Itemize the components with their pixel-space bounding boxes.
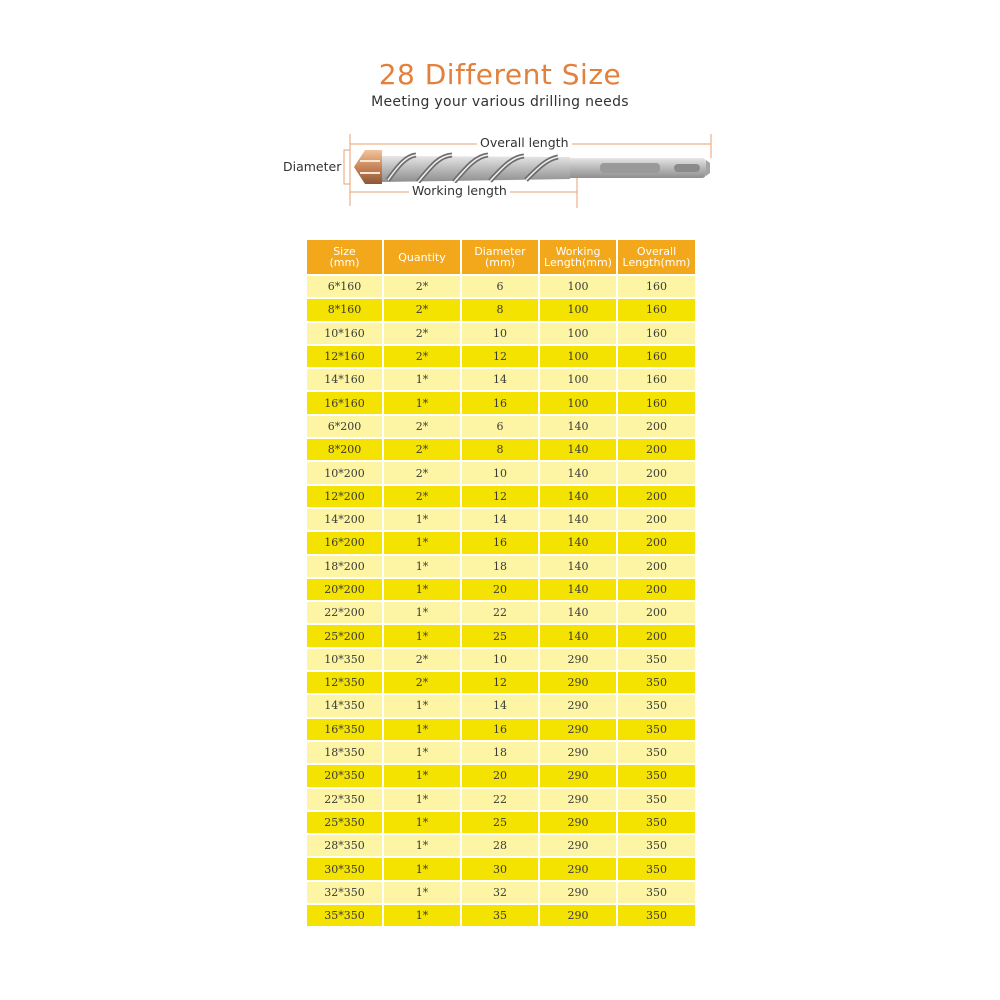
cell-working-length: 290 — [540, 789, 616, 810]
cell-working-length: 100 — [540, 346, 616, 367]
column-header-size — [307, 240, 382, 274]
table-row — [307, 369, 695, 390]
cell-quantity: 1* — [384, 765, 460, 786]
table-row — [307, 416, 695, 437]
cell-size: 22*350 — [307, 789, 382, 810]
cell-quantity: 1* — [384, 835, 460, 856]
cell-working-length: 140 — [540, 509, 616, 530]
cell-diameter: 12 — [462, 346, 538, 367]
cell-working-length: 100 — [540, 392, 616, 413]
cell-diameter: 18 — [462, 742, 538, 763]
cell-diameter: 10 — [462, 462, 538, 483]
cell-working-length: 290 — [540, 835, 616, 856]
cell-quantity: 2* — [384, 649, 460, 670]
table-row — [307, 579, 695, 600]
cell-quantity: 2* — [384, 276, 460, 297]
cell-working-length: 290 — [540, 719, 616, 740]
cell-diameter: 6 — [462, 416, 538, 437]
cell-working-length: 140 — [540, 486, 616, 507]
cell-quantity: 1* — [384, 392, 460, 413]
cell-working-length: 290 — [540, 858, 616, 879]
drill-bit-diagram — [270, 128, 730, 214]
cell-working-length: 140 — [540, 416, 616, 437]
cell-diameter: 32 — [462, 882, 538, 903]
cell-working-length: 290 — [540, 695, 616, 716]
table-row — [307, 439, 695, 460]
cell-working-length: 140 — [540, 602, 616, 623]
cell-overall-length: 160 — [618, 276, 695, 297]
column-header-text: Overall — [636, 245, 677, 258]
cell-quantity: 2* — [384, 346, 460, 367]
cell-quantity: 2* — [384, 672, 460, 693]
cell-quantity: 1* — [384, 905, 460, 926]
cell-diameter: 16 — [462, 392, 538, 413]
cell-quantity: 1* — [384, 532, 460, 553]
cell-size: 8*160 — [307, 299, 382, 320]
cell-working-length: 290 — [540, 812, 616, 833]
cell-diameter: 6 — [462, 276, 538, 297]
column-header-overall-length — [618, 240, 695, 274]
cell-quantity: 1* — [384, 369, 460, 390]
cell-overall-length: 350 — [618, 765, 695, 786]
cell-overall-length: 350 — [618, 742, 695, 763]
cell-working-length: 140 — [540, 579, 616, 600]
cell-quantity: 1* — [384, 882, 460, 903]
size-table — [305, 238, 697, 928]
cell-size: 25*200 — [307, 625, 382, 646]
cell-quantity: 1* — [384, 858, 460, 879]
cell-quantity: 2* — [384, 439, 460, 460]
table-row — [307, 905, 695, 926]
cell-working-length: 140 — [540, 532, 616, 553]
cell-diameter: 28 — [462, 835, 538, 856]
cell-overall-length: 350 — [618, 812, 695, 833]
cell-size: 20*350 — [307, 765, 382, 786]
table-row — [307, 556, 695, 577]
cell-overall-length: 200 — [618, 579, 695, 600]
cell-overall-length: 200 — [618, 509, 695, 530]
cell-diameter: 25 — [462, 625, 538, 646]
cell-size: 18*350 — [307, 742, 382, 763]
table-row — [307, 346, 695, 367]
cell-size: 14*160 — [307, 369, 382, 390]
cell-size: 10*200 — [307, 462, 382, 483]
cell-overall-length: 350 — [618, 858, 695, 879]
table-row — [307, 392, 695, 413]
cell-working-length: 290 — [540, 882, 616, 903]
cell-overall-length: 200 — [618, 625, 695, 646]
cell-quantity: 1* — [384, 579, 460, 600]
cell-quantity: 2* — [384, 299, 460, 320]
table-row — [307, 812, 695, 833]
cell-overall-length: 350 — [618, 719, 695, 740]
column-header-text: Diameter — [474, 245, 526, 258]
cell-quantity: 2* — [384, 323, 460, 344]
working-length-label: Working length — [409, 183, 510, 198]
cell-size: 22*200 — [307, 602, 382, 623]
cell-quantity: 1* — [384, 812, 460, 833]
cell-size: 14*350 — [307, 695, 382, 716]
cell-diameter: 20 — [462, 765, 538, 786]
table-body — [307, 276, 695, 926]
cell-size: 12*160 — [307, 346, 382, 367]
cell-size: 25*350 — [307, 812, 382, 833]
cell-quantity: 2* — [384, 486, 460, 507]
cell-working-length: 140 — [540, 556, 616, 577]
cell-diameter: 16 — [462, 719, 538, 740]
cell-quantity: 1* — [384, 509, 460, 530]
cell-size: 10*350 — [307, 649, 382, 670]
cell-diameter: 10 — [462, 649, 538, 670]
cell-diameter: 25 — [462, 812, 538, 833]
cell-quantity: 2* — [384, 462, 460, 483]
cell-working-length: 290 — [540, 672, 616, 693]
overall-length-label: Overall length — [477, 135, 572, 150]
table-row — [307, 509, 695, 530]
column-header-unit: Length(mm) — [544, 256, 612, 269]
cell-diameter: 18 — [462, 556, 538, 577]
table-row — [307, 532, 695, 553]
table-row — [307, 486, 695, 507]
cell-size: 12*200 — [307, 486, 382, 507]
cell-size: 12*350 — [307, 672, 382, 693]
cell-working-length: 140 — [540, 462, 616, 483]
cell-overall-length: 200 — [618, 462, 695, 483]
cell-overall-length: 200 — [618, 416, 695, 437]
cell-diameter: 14 — [462, 369, 538, 390]
cell-size: 8*200 — [307, 439, 382, 460]
cell-diameter: 8 — [462, 299, 538, 320]
diameter-label: Diameter — [283, 159, 342, 174]
cell-working-length: 100 — [540, 276, 616, 297]
column-header-unit: Length(mm) — [622, 256, 691, 269]
table-row — [307, 882, 695, 903]
cell-overall-length: 160 — [618, 323, 695, 344]
cell-overall-length: 200 — [618, 556, 695, 577]
table-row — [307, 742, 695, 763]
cell-overall-length: 350 — [618, 789, 695, 810]
cell-diameter: 20 — [462, 579, 538, 600]
cell-size: 16*200 — [307, 532, 382, 553]
column-header-text: Size — [333, 245, 356, 258]
cell-working-length: 140 — [540, 625, 616, 646]
table-row — [307, 695, 695, 716]
cell-diameter: 35 — [462, 905, 538, 926]
table-header-row — [307, 240, 695, 274]
cell-overall-length: 350 — [618, 672, 695, 693]
cell-diameter: 8 — [462, 439, 538, 460]
cell-working-length: 290 — [540, 905, 616, 926]
cell-diameter: 12 — [462, 486, 538, 507]
column-header-unit: (mm) — [329, 256, 360, 269]
cell-quantity: 1* — [384, 625, 460, 646]
cell-overall-length: 160 — [618, 299, 695, 320]
cell-diameter: 16 — [462, 532, 538, 553]
column-header-quantity — [384, 240, 460, 274]
cell-working-length: 140 — [540, 439, 616, 460]
cell-quantity: 1* — [384, 695, 460, 716]
table-row — [307, 625, 695, 646]
cell-overall-length: 160 — [618, 369, 695, 390]
cell-size: 16*160 — [307, 392, 382, 413]
table-row — [307, 602, 695, 623]
cell-overall-length: 200 — [618, 439, 695, 460]
cell-size: 6*200 — [307, 416, 382, 437]
cell-overall-length: 160 — [618, 392, 695, 413]
cell-overall-length: 350 — [618, 835, 695, 856]
table-row — [307, 765, 695, 786]
table-row — [307, 835, 695, 856]
column-header-diameter — [462, 240, 538, 274]
cell-size: 6*160 — [307, 276, 382, 297]
cell-overall-length: 350 — [618, 905, 695, 926]
cell-size: 10*160 — [307, 323, 382, 344]
table-row — [307, 323, 695, 344]
cell-overall-length: 200 — [618, 602, 695, 623]
cell-size: 14*200 — [307, 509, 382, 530]
cell-quantity: 1* — [384, 602, 460, 623]
cell-size: 35*350 — [307, 905, 382, 926]
cell-overall-length: 350 — [618, 882, 695, 903]
cell-size: 20*200 — [307, 579, 382, 600]
cell-size: 28*350 — [307, 835, 382, 856]
table-row — [307, 276, 695, 297]
cell-quantity: 1* — [384, 742, 460, 763]
column-header-text: Quantity — [398, 250, 446, 264]
column-header-text: Working — [555, 245, 601, 258]
cell-diameter: 22 — [462, 602, 538, 623]
cell-diameter: 30 — [462, 858, 538, 879]
cell-overall-length: 350 — [618, 695, 695, 716]
cell-diameter: 14 — [462, 509, 538, 530]
table-row — [307, 719, 695, 740]
table-row — [307, 462, 695, 483]
cell-quantity: 1* — [384, 719, 460, 740]
cell-overall-length: 160 — [618, 346, 695, 367]
cell-diameter: 22 — [462, 789, 538, 810]
cell-diameter: 14 — [462, 695, 538, 716]
cell-working-length: 290 — [540, 742, 616, 763]
table-row — [307, 858, 695, 879]
table-row — [307, 672, 695, 693]
page-subtitle: Meeting your various drilling needs — [371, 94, 629, 110]
cell-diameter: 10 — [462, 323, 538, 344]
cell-working-length: 100 — [540, 299, 616, 320]
table-row — [307, 649, 695, 670]
column-header-unit: (mm) — [484, 256, 515, 269]
cell-working-length: 100 — [540, 369, 616, 390]
cell-diameter: 12 — [462, 672, 538, 693]
cell-quantity: 1* — [384, 556, 460, 577]
table-row — [307, 299, 695, 320]
page-title: 28 Different Size — [378, 58, 622, 91]
cell-quantity: 2* — [384, 416, 460, 437]
cell-size: 32*350 — [307, 882, 382, 903]
cell-size: 18*200 — [307, 556, 382, 577]
cell-working-length: 100 — [540, 323, 616, 344]
cell-overall-length: 350 — [618, 649, 695, 670]
cell-size: 30*350 — [307, 858, 382, 879]
cell-size: 16*350 — [307, 719, 382, 740]
cell-working-length: 290 — [540, 649, 616, 670]
cell-overall-length: 200 — [618, 532, 695, 553]
cell-quantity: 1* — [384, 789, 460, 810]
table-row — [307, 789, 695, 810]
column-header-working-length — [540, 240, 616, 274]
cell-working-length: 290 — [540, 765, 616, 786]
cell-overall-length: 200 — [618, 486, 695, 507]
